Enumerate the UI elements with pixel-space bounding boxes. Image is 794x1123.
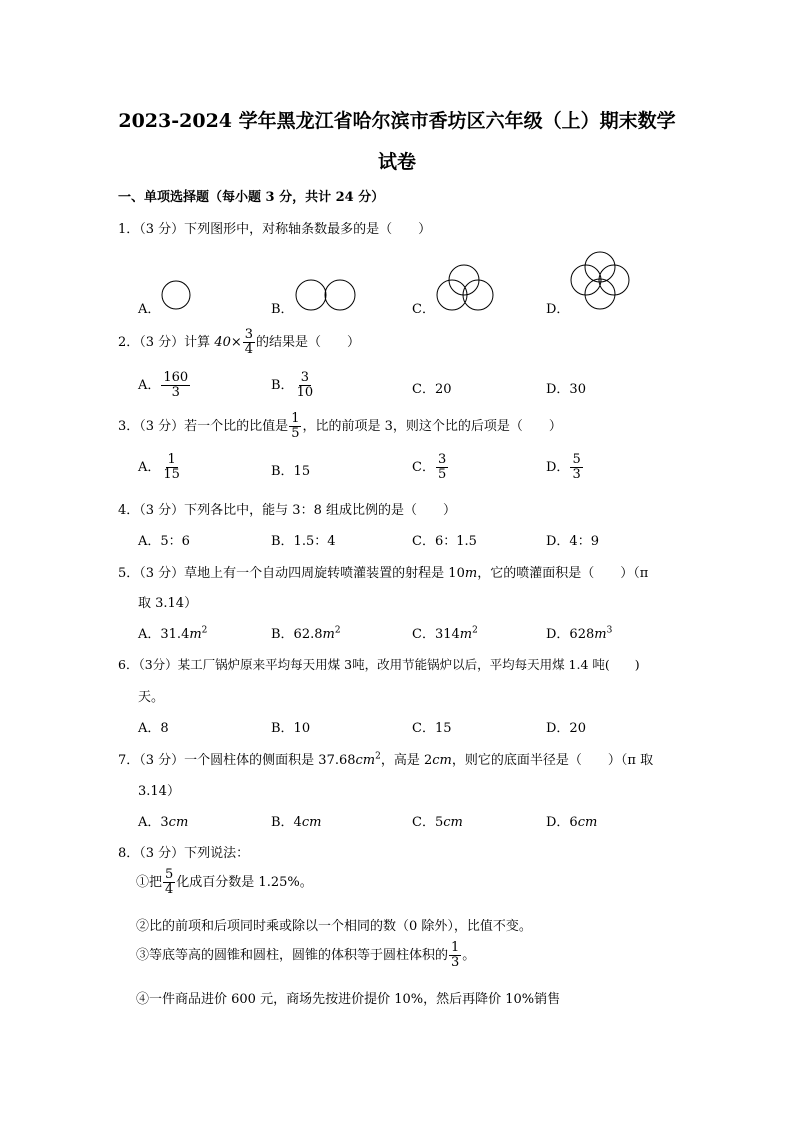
q1-figure-d-four-circles <box>570 249 640 314</box>
q2-prefix: 2．（3 分）计算 <box>118 335 215 350</box>
question-5-line2: 取 3.14） <box>138 596 198 611</box>
q2-fraction-numerator: 3 <box>244 327 254 342</box>
q8-statement-3-fraction <box>449 941 461 970</box>
q5-option-a-exponent: 2 <box>201 625 208 636</box>
q7-option-b-value: B．4 <box>271 815 302 830</box>
exam-title-line2: 试卷 <box>377 151 416 173</box>
q8-statement-3-prefix: ③等底等高的圆锥和圆柱，圆锥的体积等于圆柱体积的 <box>136 948 449 963</box>
q4-option-d: D．4：9 <box>546 534 599 549</box>
q2-option-b-fraction <box>295 371 316 400</box>
q7-area-unit: cm <box>355 753 376 768</box>
q8-statement-3-suffix: 。 <box>462 948 476 963</box>
question-6-line1: 6．（3分）某工厂锅炉原来平均每天用煤 3吨，改用节能锅炉以后，平均每天用煤 1.4 吨( ) <box>118 657 640 672</box>
q8-statement-1-suffix: 化成百分数是 1.25%。 <box>176 875 313 890</box>
q6-option-b: B．10 <box>271 721 311 736</box>
q3-suffix: ，比的前项是 3，则这个比的后项是（ ） <box>302 419 562 434</box>
q1-figure-a-one-circle <box>158 279 198 319</box>
q3-option-a-numerator: 1 <box>167 452 176 467</box>
q7-option-c-unit: cm <box>443 815 463 830</box>
q2-option-a-numerator: 160 <box>163 370 189 385</box>
q2-option-b-denominator: 10 <box>296 385 314 400</box>
q8-statement-3 <box>136 941 475 970</box>
q7-option-a-unit: cm <box>168 815 189 830</box>
q7-height-unit: cm <box>432 753 452 768</box>
q7-area-exponent: 2 <box>375 751 381 762</box>
q3-option-c-label: C． <box>412 460 435 475</box>
q2-option-a-fraction <box>161 371 190 400</box>
q5-option-a-value: A．31.4 <box>138 627 190 642</box>
exam-title-line1: 2023-2024 学年黑龙江省哈尔滨市香坊区六年级（上）期末数学 <box>118 110 676 132</box>
q8-statement-1-denominator: 4 <box>165 882 174 897</box>
q3-option-d <box>546 453 584 482</box>
q5-option-b-unit: m <box>322 627 335 642</box>
q2-option-b-label: B． <box>271 378 294 393</box>
q5-line1-suffix: ，它的喷灌面积是（ ）（π <box>477 566 649 581</box>
q5-option-d-exponent: 3 <box>606 625 613 636</box>
q3-option-a-label: A． <box>138 460 161 475</box>
q7-option-d-value: D．6 <box>546 815 578 830</box>
q2-suffix: 的结果是（ ） <box>256 335 361 350</box>
q7-option-b <box>271 811 321 830</box>
question-7-line1 <box>118 749 653 768</box>
q7-option-a-value: A．3 <box>138 815 169 830</box>
q5-option-a-unit: m <box>189 627 202 642</box>
q7-line1-suffix: ，则它的底面半径是（ ）（π 取 <box>451 753 654 768</box>
q5-option-c-value: C．314 <box>412 627 460 642</box>
q5-option-d-value: D．628 <box>546 627 595 642</box>
q7-option-c <box>412 811 463 830</box>
q3-option-c <box>412 453 449 482</box>
q1-figure-c-three-circles <box>432 262 502 317</box>
q8-statement-4: ④一件商品进价 600 元，商场先按进价提价 10%，然后再降价 10%销售 <box>136 992 561 1007</box>
question-8: 8．（3 分）下列说法： <box>118 846 250 861</box>
q3-option-d-fraction <box>570 453 582 482</box>
q4-option-b: B．1.5：4 <box>271 534 336 549</box>
section-heading: 一、单项选择题（每小题 3 分，共计 24 分） <box>118 190 385 205</box>
q6-option-a: A．8 <box>138 721 169 736</box>
q6-option-d: D．20 <box>546 721 586 736</box>
q1-option-d-label: D． <box>546 302 570 317</box>
q5-option-d <box>546 623 612 642</box>
q5-option-b <box>271 623 341 642</box>
q7-line1-prefix: 7．（3 分）一个圆柱体的侧面积是 37.68 <box>118 753 356 768</box>
q2-option-c: C．20 <box>412 382 452 397</box>
q3-option-d-label: D． <box>546 460 570 475</box>
q3-option-d-numerator: 5 <box>572 452 581 467</box>
q8-statement-1-fraction <box>163 868 175 897</box>
q2-option-b-numerator: 3 <box>300 370 309 385</box>
q5-option-c-unit: m <box>459 627 473 642</box>
question-7-line2: 3.14） <box>138 784 180 799</box>
q3-option-a <box>138 453 183 482</box>
q8-statement-1-numerator: 5 <box>165 867 174 882</box>
q3-option-a-denominator: 15 <box>163 467 180 482</box>
question-6-line2: 天。 <box>138 690 165 705</box>
q3-option-c-denominator: 5 <box>437 467 447 482</box>
q2-option-b <box>271 371 316 400</box>
q5-line1-prefix: 5．（3 分）草地上有一个自动四周旋转喷灌装置的射程是 10 <box>118 566 465 581</box>
q1-figure-b-two-circles <box>294 279 364 319</box>
q1-option-c-label: C． <box>412 302 435 317</box>
q8-statement-1 <box>136 868 313 897</box>
q3-option-c-fraction <box>436 453 448 482</box>
q8-statement-3-denominator: 3 <box>451 955 460 970</box>
question-3 <box>118 412 562 441</box>
q5-option-c-exponent: 2 <box>472 625 478 636</box>
q7-option-d-unit: cm <box>577 815 598 830</box>
q3-fraction-numerator: 1 <box>291 411 300 426</box>
q1-option-a-label: A． <box>138 302 161 317</box>
q3-option-d-denominator: 3 <box>572 467 581 482</box>
q5-option-b-exponent: 2 <box>334 625 341 636</box>
q3-fraction-denominator: 5 <box>291 426 300 441</box>
q7-option-c-value: C．5 <box>412 815 444 830</box>
q7-option-d <box>546 811 597 830</box>
q5-option-d-unit: m <box>594 627 607 642</box>
q4-option-a: A．5：6 <box>138 534 190 549</box>
q2-option-d: D．30 <box>546 382 586 397</box>
question-5-line1 <box>118 562 648 581</box>
q8-statement-2: ②比的前项和后项同时乘或除以一个相同的数（0 除外），比值不变。 <box>136 919 532 934</box>
q1-option-b-label: B． <box>271 302 294 317</box>
q6-option-c: C．15 <box>412 721 452 736</box>
q3-fraction <box>289 412 301 441</box>
q7-option-b-unit: cm <box>301 815 322 830</box>
question-1: 1．（3 分）下列图形中，对称轴条数最多的是（ ） <box>118 222 432 237</box>
q8-statement-1-prefix: ①把 <box>136 875 163 890</box>
question-4: 4．（3 分）下列各比中，能与 3：8 组成比例的是（ ） <box>118 503 456 518</box>
question-2 <box>118 328 360 357</box>
q2-option-a-denominator: 3 <box>171 385 180 400</box>
q3-prefix: 3．（3 分）若一个比的比值是 <box>118 419 289 434</box>
q5-option-a <box>138 623 207 642</box>
q5-option-b-value: B．62.8 <box>271 627 323 642</box>
q3-option-c-numerator: 3 <box>437 452 447 467</box>
q2-expression: 40× <box>214 335 242 350</box>
q2-fraction <box>243 328 255 357</box>
q2-fraction-denominator: 4 <box>244 342 254 357</box>
q2-option-a-label: A． <box>138 378 161 393</box>
q7-option-a <box>138 811 188 830</box>
q5-option-c <box>412 623 478 642</box>
q7-line1-middle: ，高是 2 <box>380 753 433 768</box>
q4-option-c: C．6：1.5 <box>412 534 477 549</box>
q2-option-a <box>138 371 191 400</box>
q3-option-a-fraction <box>161 453 182 482</box>
q5-unit-m: m <box>464 566 478 581</box>
q3-option-b: B．15 <box>271 464 311 479</box>
q8-statement-3-numerator: 1 <box>451 940 460 955</box>
